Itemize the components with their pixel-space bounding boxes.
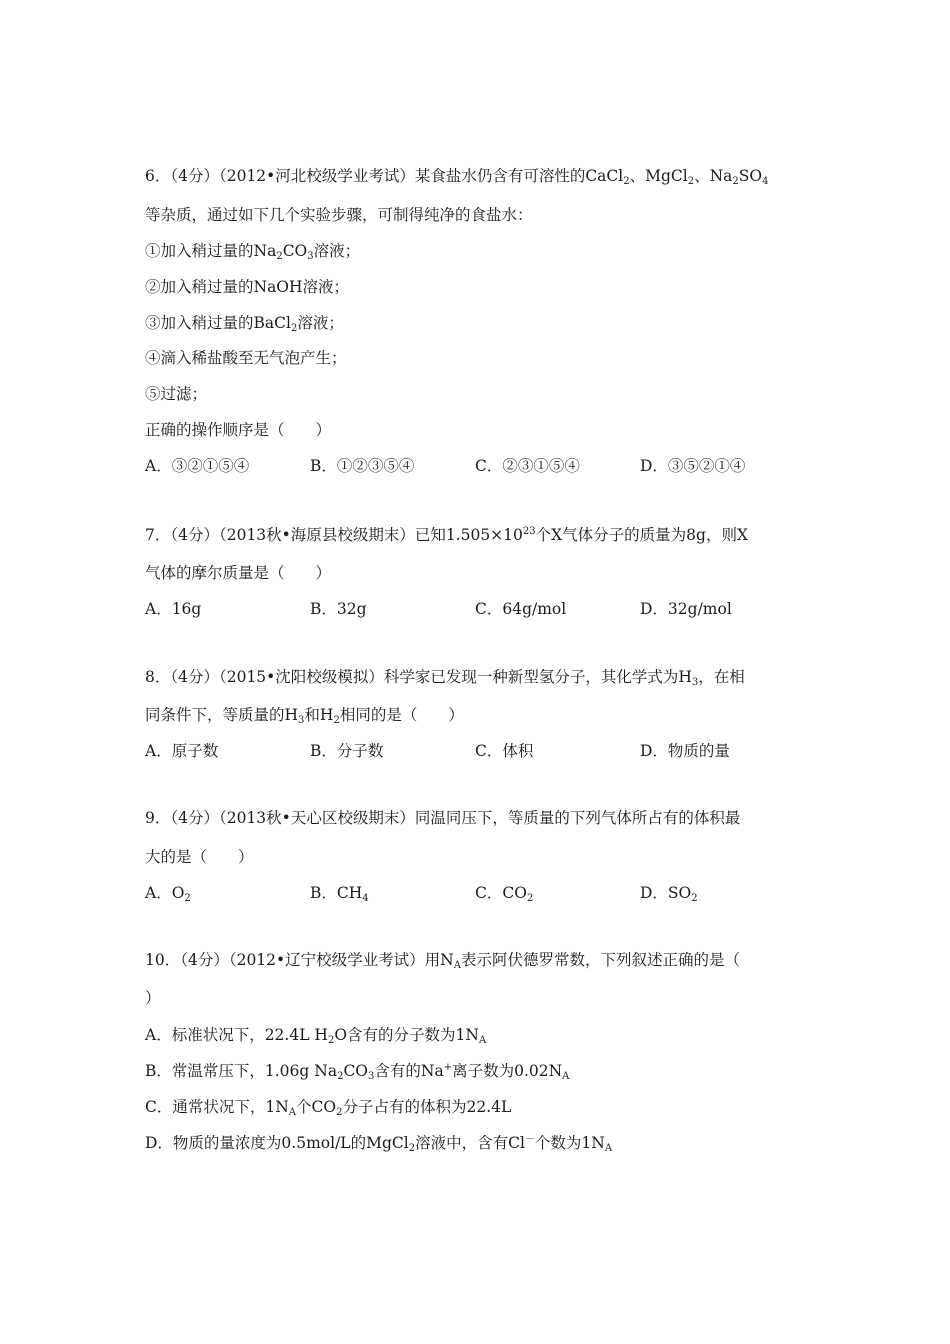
q6-stem-line2: 等杂质，通过如下几个实验步骤，可制得纯净的食盐水： bbox=[145, 206, 533, 224]
q9-options bbox=[145, 883, 825, 903]
q9-option-c: C．$CO_2$ bbox=[475, 884, 534, 904]
q7-option-b: B．32g bbox=[310, 600, 367, 618]
q6-step-3: ③加入稍过量的BaCl$_2$溶液； bbox=[145, 314, 344, 334]
q8-options bbox=[145, 741, 825, 761]
q8-option-d: D．物质的量 bbox=[640, 742, 730, 760]
q10-option-b: B．常温常压下，1.06g $Na_2CO_3$含有的Na+离子数为$0.02N_A$ bbox=[145, 1062, 570, 1082]
q9-option-b: B．$CH_4$ bbox=[310, 884, 369, 904]
q7-option-d: D．32g/mol bbox=[640, 600, 732, 618]
q6-option-b: B．①②③⑤④ bbox=[310, 457, 415, 475]
q6-step-5: ⑤过滤； bbox=[145, 385, 208, 403]
q7-option-c: C．64g/mol bbox=[475, 600, 567, 618]
q6-prompt: 正确的操作顺序是（ ） bbox=[145, 421, 332, 439]
q9-option-d: D．$SO_2$ bbox=[640, 884, 698, 904]
q6-stem-line1: 6．（4分）（2012•河北校级学业考试）某食盐水仍含有可溶性的CaCl$_2$、MgCl$_2$、$Na_2SO_4$ bbox=[145, 167, 769, 187]
q8-stem-line1: 8．（4分）（2015•沈阳校级模拟）科学家已发现一种新型氢分子，其化学式为$H_3$，在相 bbox=[145, 668, 745, 688]
q6-option-c: C．②③①⑤④ bbox=[475, 457, 580, 475]
q9-stem-line1: 9．（4分）（2013秋•天心区校级期末）同温同压下，等质量的下列气体所占有的体积最 bbox=[145, 809, 741, 827]
q9-option-a: A．$O_2$ bbox=[145, 884, 191, 904]
q8-option-b: B．分子数 bbox=[310, 742, 384, 760]
q10-stem-line2: ） bbox=[145, 989, 161, 1007]
q6-step-2: ②加入稍过量的NaOH溶液； bbox=[145, 278, 350, 296]
q6-step-4: ④滴入稀盐酸至无气泡产生； bbox=[145, 349, 347, 367]
q7-options bbox=[145, 599, 825, 619]
q10-option-d: D．物质的量浓度为0.5mol/L的MgCl$_2$溶液中，含有Cl－个数为$1N_A$ bbox=[145, 1134, 613, 1154]
q6-option-a: A．③②①⑤④ bbox=[145, 457, 250, 475]
q6-options bbox=[145, 456, 825, 476]
q10-stem-line1: 10．（4分）（2012•辽宁校级学业考试）用$N_A$表示阿伏德罗常数，下列叙述正确的是（ bbox=[145, 951, 740, 971]
q10-option-c: C．通常状况下，$1N_A$个$CO_2$分子占有的体积为22.4L bbox=[145, 1098, 512, 1118]
q8-option-c: C．体积 bbox=[475, 742, 534, 760]
q6-option-d: D．③⑤②①④ bbox=[640, 457, 746, 475]
q10-option-a: A．标准状况下，22.4L $H_2O$含有的分子数为$1N_A$ bbox=[145, 1026, 487, 1046]
q7-stem-line2: 气体的摩尔质量是（ ） bbox=[145, 564, 332, 582]
q9-stem-line2: 大的是（ ） bbox=[145, 848, 254, 866]
q8-stem-line2: 同条件下，等质量的$H_3$和$H_2$相同的是（ ） bbox=[145, 706, 464, 726]
q7-stem-line1: 7．（4分）（2013秋•海原县校级期末）已知$1.505\times 10^{23}$个X气体分子的质量为8g，则X bbox=[145, 526, 748, 544]
q6-step-1: ①加入稍过量的$Na_2CO_3$溶液； bbox=[145, 242, 361, 262]
q8-option-a: A．原子数 bbox=[145, 742, 219, 760]
q7-option-a: A．16g bbox=[145, 600, 202, 618]
